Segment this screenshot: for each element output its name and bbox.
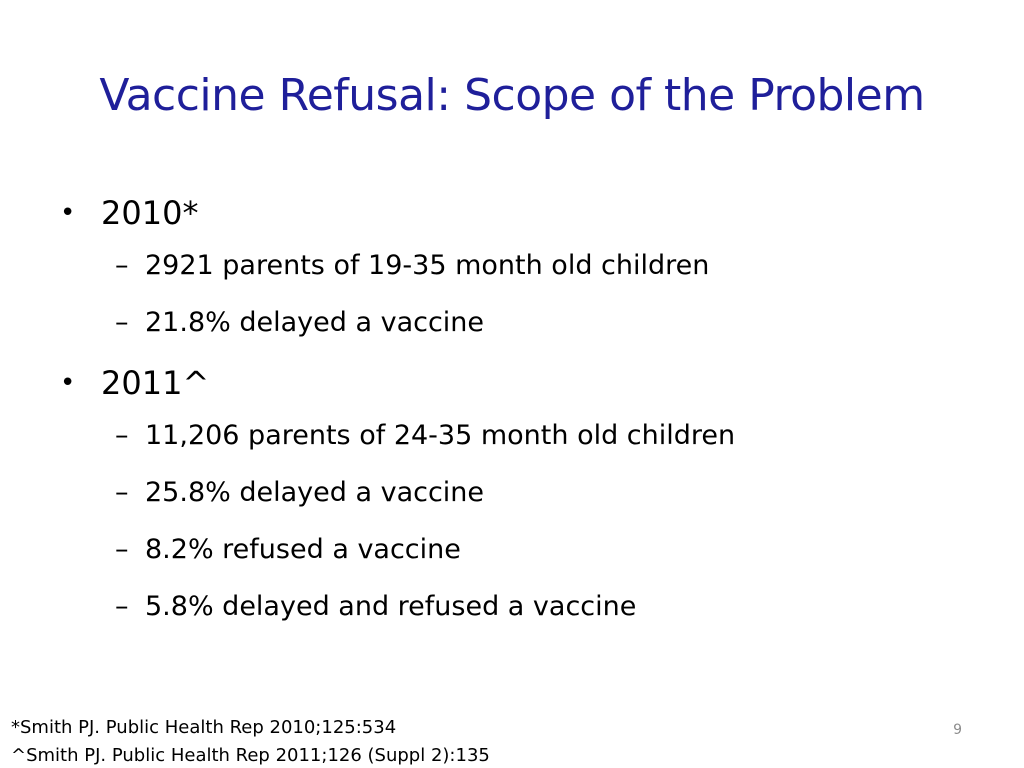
sub-bullet-text: 5.8% delayed and refused a vaccine <box>145 591 637 622</box>
bullet-label: 2010* <box>101 194 199 232</box>
sub-bullet-item <box>54 416 994 456</box>
dash-icon: – <box>115 591 129 622</box>
bullet-group-2011 <box>54 360 994 627</box>
sub-bullet-item <box>54 587 994 627</box>
sub-bullet-item <box>54 303 994 343</box>
page-number: 9 <box>953 722 962 738</box>
dash-icon: – <box>115 250 129 281</box>
dash-icon: – <box>115 534 129 565</box>
slide-content <box>54 190 994 644</box>
dash-icon: – <box>115 307 129 338</box>
footnote: ^Smith PJ. Public Health Rep 2011;126 (Suppl 2):135 <box>11 745 490 766</box>
sub-bullet-text: 2921 parents of 19-35 month old children <box>145 250 710 281</box>
bullet-icon: • <box>60 368 76 398</box>
bullet-group-2010 <box>54 190 994 343</box>
slide-title: Vaccine Refusal: Scope of the Problem <box>99 70 925 121</box>
bullet-icon: • <box>60 198 76 228</box>
sub-bullet-item <box>54 246 994 286</box>
sub-bullet-item <box>54 530 994 570</box>
sub-bullet-text: 8.2% refused a vaccine <box>145 534 461 565</box>
sub-bullet-text: 11,206 parents of 24-35 month old children <box>145 420 736 451</box>
dash-icon: – <box>115 420 129 451</box>
footnotes <box>11 714 490 768</box>
dash-icon: – <box>115 477 129 508</box>
sub-bullet-text: 21.8% delayed a vaccine <box>145 307 485 338</box>
bullet-label: 2011^ <box>101 364 210 402</box>
bullet-item <box>54 190 994 236</box>
footnote: *Smith PJ. Public Health Rep 2010;125:534 <box>11 717 397 738</box>
sub-bullet-item <box>54 473 994 513</box>
sub-bullet-text: 25.8% delayed a vaccine <box>145 477 485 508</box>
bullet-item <box>54 360 994 406</box>
